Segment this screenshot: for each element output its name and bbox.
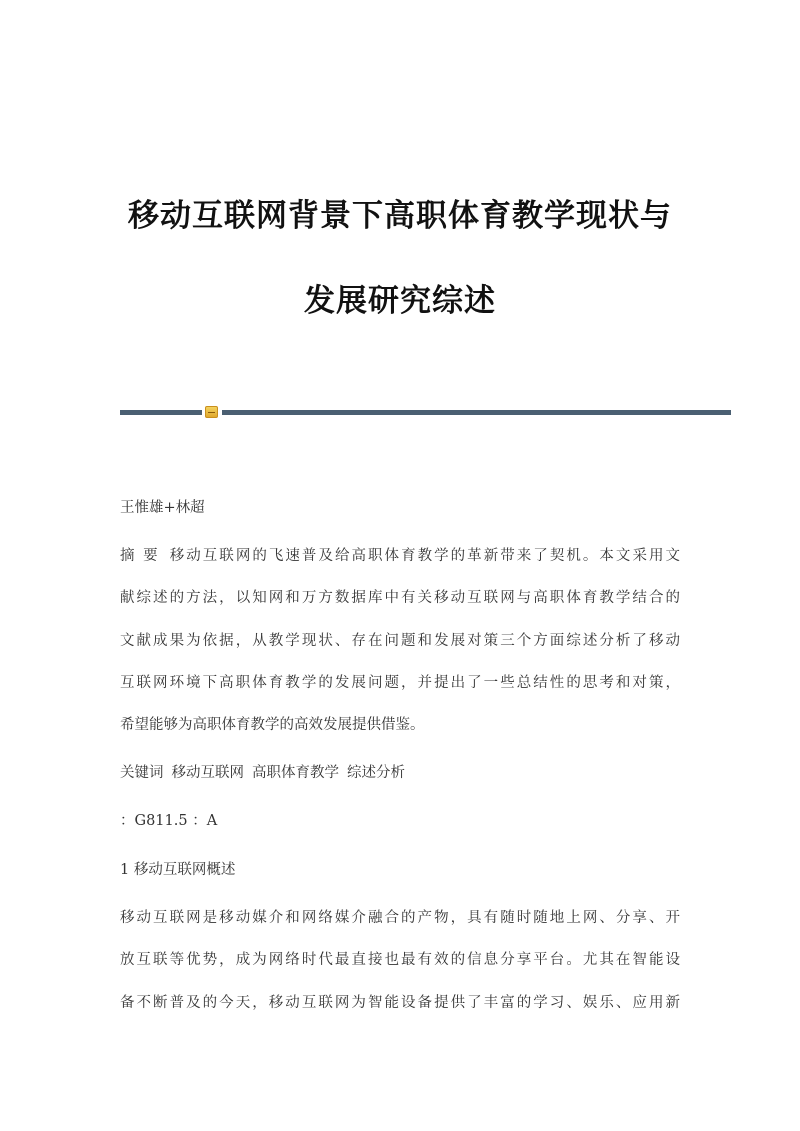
abstract-line: 互联网环境下高职体育教学的发展问题，并提出了一些总结性的思考和对策，	[120, 675, 680, 691]
keywords-line	[120, 761, 680, 782]
abstract-line: 希望能够为高职体育教学的高效发展提供借鉴。	[120, 717, 425, 733]
abstract-line	[120, 544, 680, 565]
abstract-label: 摘 要	[120, 548, 160, 564]
divider-emblem-icon	[205, 406, 218, 418]
body-line: 备不断普及的今天，移动互联网为智能设备提供了丰富的学习、娱乐、应用新	[120, 995, 680, 1011]
keyword-item: 移动互联网	[171, 765, 244, 781]
author-line: 王惟雄+林超	[120, 500, 205, 516]
section-heading: 1 移动互联网概述	[120, 862, 236, 878]
keywords-label: 关键词	[120, 765, 164, 781]
paper-title-line-1: 移动互联网背景下高职体育教学现状与	[128, 198, 672, 234]
abstract-line: 献综述的方法，以知网和万方数据库中有关移动互联网与高职体育教学结合的	[120, 590, 680, 606]
body-line: 放互联等优势，成为网络时代最直接也最有效的信息分享平台。尤其在智能设	[120, 952, 680, 968]
paper-title-line-2: 发展研究综述	[304, 283, 496, 319]
abstract-line: 文献成果为依据，从教学现状、存在问题和发展对策三个方面综述分析了移动	[120, 633, 680, 649]
title-divider-left	[120, 410, 202, 415]
keyword-item: 高职体育教学	[252, 765, 339, 781]
body-line: 移动互联网是移动媒介和网络媒介融合的产物，具有随时随地上网、分享、开	[120, 910, 680, 926]
keyword-item: 综述分析	[347, 765, 405, 781]
abstract-text: 移动互联网的飞速普及给高职体育教学的革新带来了契机。本文采用文	[167, 548, 680, 564]
title-divider-right	[222, 410, 731, 415]
classification-line: ：G811.5 ：A	[120, 813, 218, 829]
